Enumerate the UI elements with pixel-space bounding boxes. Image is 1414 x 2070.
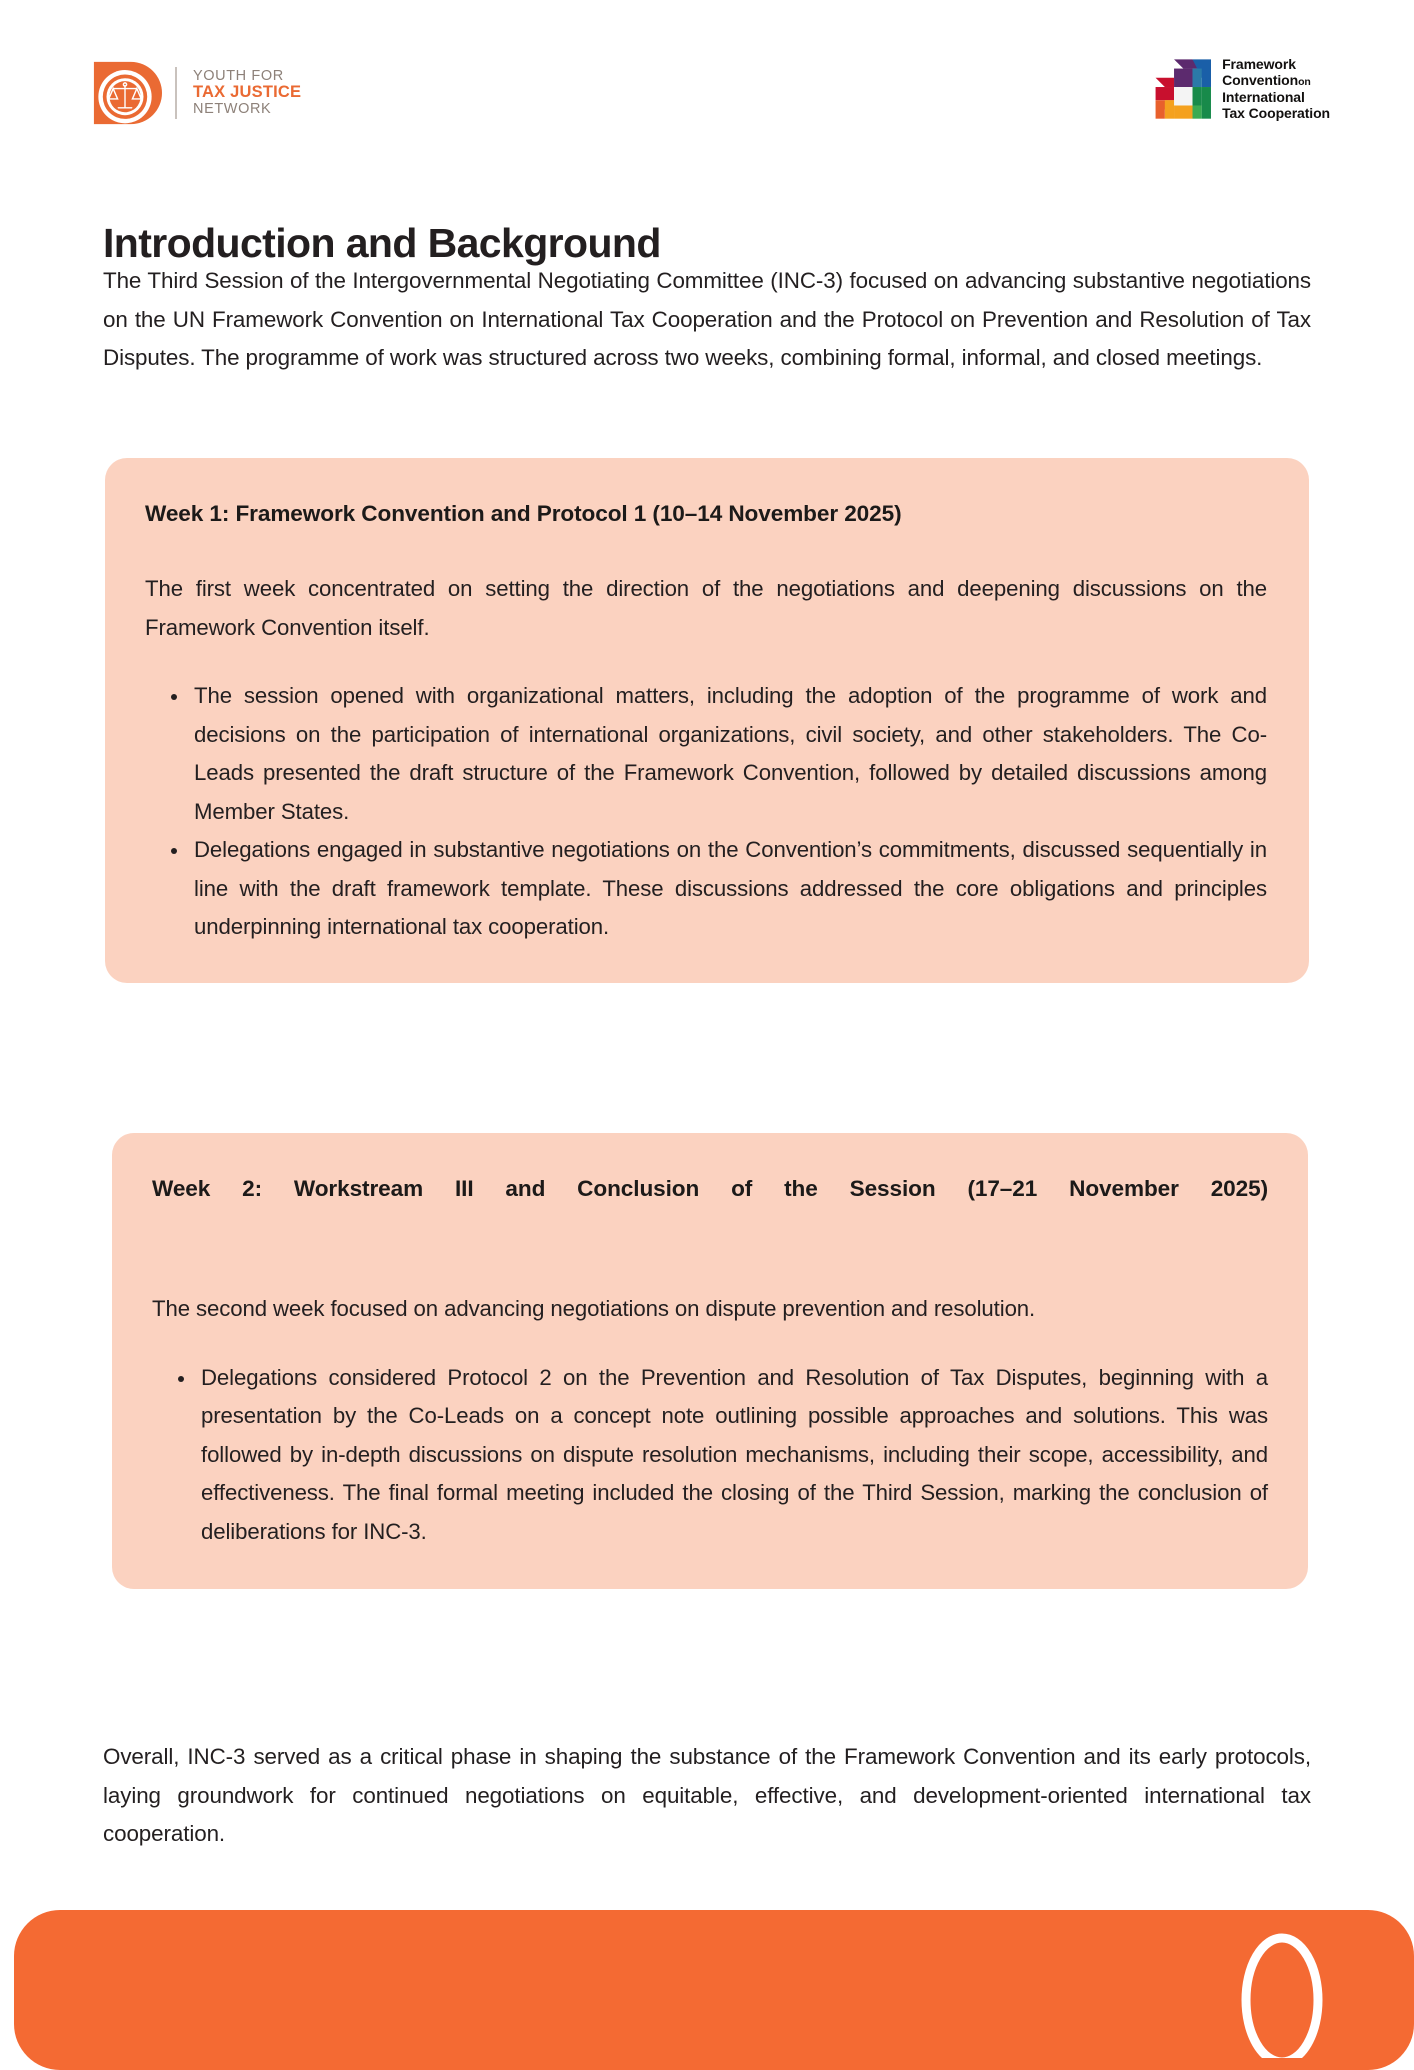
framework-convention-logo: [1145, 56, 1330, 122]
week-2-card: [112, 1133, 1308, 1589]
fcit-line-2-small: on: [1298, 76, 1311, 89]
color-blocks-cube-icon: [1145, 58, 1211, 120]
closing-section: [103, 1738, 1311, 1854]
closing-paragraph: Overall, INC-3 served as a critical phase in shaping the substance of the Framework Convention and its early protocols, laying groundwork for continued negotiations on equitable, effective, and development-oriented international tax cooperation.: [103, 1744, 1311, 1846]
fcit-line-2-main: Convention: [1222, 72, 1299, 89]
oval-ring-icon: [1236, 1926, 1328, 2058]
framework-convention-wordmark: [1222, 56, 1330, 122]
youth-for-tax-justice-logo: [88, 56, 301, 130]
footer-ring-decoration: [1236, 1926, 1328, 2058]
fcit-line-3: International: [1222, 88, 1305, 105]
intro-section: [103, 262, 1311, 378]
fcit-line-2: [1222, 72, 1330, 88]
week-2-intro: The second week focused on advancing negotiations on dispute prevention and resolution.: [152, 1296, 1036, 1321]
logo-wordmark: [190, 69, 301, 117]
list-item: Delegations considered Protocol 2 on the Prevention and Resolution of Tax Disputes, beginning with a presentation by the Co-Leads on a concept note outlining possible approaches and solutions. This was followed by in-depth discussions on dispute resolution mechanisms, including their scope, accessibility, and effectiveness. The final formal meeting included the closing of the Third Session, marking the conclusion of deliberations for INC-3.: [201, 1359, 1268, 1552]
week-1-card: [105, 458, 1309, 983]
list-item: Delegations engaged in substantive negotiations on the Convention’s commitments, discussed sequentially in line with the draft framework template. These discussions addressed the core obligations and principles underpinning international tax cooperation.: [194, 831, 1267, 947]
page-title: Introduction and Background: [103, 220, 661, 267]
logo-line-2: TAX JUSTICE: [193, 83, 302, 102]
fcit-line-1: Framework: [1222, 56, 1296, 72]
week-2-bullet-list: [152, 1359, 1268, 1552]
week-1-bullet-list: [145, 677, 1267, 947]
logo-line-1: YOUTH FOR: [193, 67, 284, 84]
week-1-intro: The first week concentrated on setting the direction of the negotiations and deepening discussions on the Framework Convention itself.: [145, 576, 1267, 640]
intro-paragraph: The Third Session of the Intergovernmental Negotiating Committee (INC-3) focused on advancing substantive negotiations on the UN Framework Convention on International Tax Cooperation and the Protocol on Prevention and Resolution of Tax Disputes. The programme of work was structured across two weeks, combining formal, informal, and closed meetings.: [103, 268, 1311, 370]
list-item: The session opened with organizational matters, including the adoption of the programme of work and decisions on the participation of international organizations, civil society, and other stakeholders. The Co-Leads presented the draft structure of the Framework Convention, followed by detailed discussions among Member States.: [194, 677, 1267, 831]
scales-of-justice-circle-icon: [88, 56, 162, 130]
logo-divider: [175, 67, 177, 119]
page-header: [0, 0, 1414, 150]
logo-line-3: NETWORK: [193, 100, 272, 117]
week-2-heading: Week 2: Workstream III and Conclusion of the Session (17–21 November 2025): [152, 1176, 1268, 1201]
fcit-line-4: Tax Cooperation: [1222, 105, 1330, 122]
week-1-heading: Week 1: Framework Convention and Protocol 1 (10–14 November 2025): [145, 501, 902, 526]
footer-bar: [14, 1910, 1414, 2070]
